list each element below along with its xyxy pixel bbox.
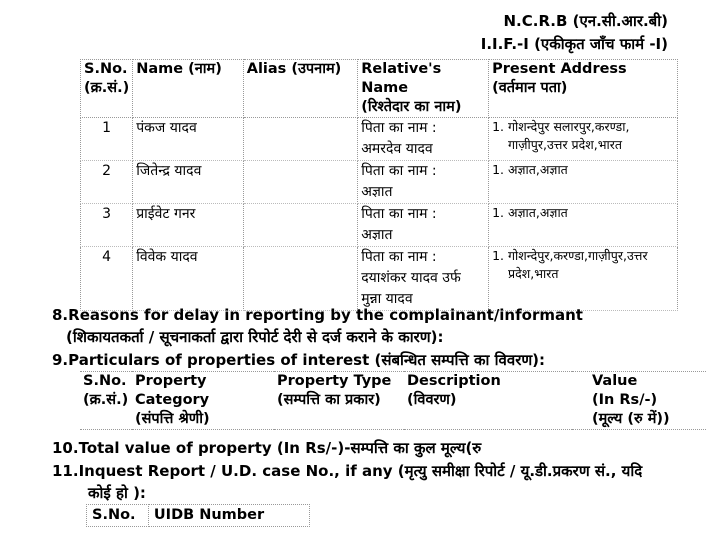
cell-relative: पिता का नाम : दयाशंकर यादव उर्फ मुन्ना यादव — [358, 247, 489, 311]
cell-alias — [243, 161, 358, 204]
cell-address: 1. गोशन्देपुर,करण्डा,गाज़ीपुर,उत्तर प्रदेश,भारत — [489, 247, 678, 311]
uidb-table — [86, 504, 310, 527]
section-10-number: 10. — [52, 439, 79, 457]
section-11-subtitle: कोई हो ): — [88, 484, 146, 502]
cell-relative: पिता का नाम : अज्ञात — [358, 161, 489, 204]
cell-sno: 2 — [81, 161, 133, 204]
section-8-number: 8. — [52, 306, 69, 324]
table-row — [81, 247, 678, 311]
accused-table-header — [81, 60, 678, 118]
cell-name: विवेक यादव — [133, 247, 244, 311]
section-9 — [52, 349, 545, 371]
cell-name: पंकज यादव — [133, 118, 244, 161]
cell-name: जितेन्द्र यादव — [133, 161, 244, 204]
cell-name: प्राईवेट गनर — [133, 204, 244, 247]
section-8-title: Reasons for delay in reporting by the complainant/informant — [68, 306, 583, 324]
cell-relative: पिता का नाम : अज्ञात — [358, 204, 489, 247]
header-alias: Alias (उपनाम) — [243, 60, 358, 118]
section-10-title: Total value of property (In Rs/-)-सम्पत्ति का कुल मूल्य(रु — [78, 439, 482, 457]
section-8-subtitle: (शिकायतकर्ता / सूचनाकर्ता द्वारा रिपोर्ट देरी से दर्ज कराने के कारण): — [66, 328, 444, 346]
section-11-number: 11. — [52, 462, 79, 480]
form-header-iif: I.I.F.-I (एकीकृत जाँच फार्म -I) — [480, 35, 668, 53]
property-header-category: Property Category (संपत्ति श्रेणी) — [132, 372, 274, 430]
cell-sno: 1 — [81, 118, 133, 161]
section-8 — [52, 304, 583, 348]
property-header-type: Property Type (सम्पत्ति का प्रकार) — [274, 372, 404, 430]
section-11-title: Inquest Report / U.D. case No., if any (मृत्यु समीक्षा रिपोर्ट / यू.डी.प्रकरण सं., यदि — [78, 462, 643, 480]
header-sno: S.No. (क्र.सं.) — [81, 60, 133, 118]
table-row — [81, 204, 678, 247]
section-9-number: 9. — [52, 351, 69, 369]
header-name: Name (नाम) — [133, 60, 244, 118]
property-header-description: Description (विवरण) — [404, 372, 572, 430]
header-address: Present Address (वर्तमान पता) — [489, 60, 678, 118]
cell-address: 1. अज्ञात,अज्ञात — [489, 204, 678, 247]
cell-sno: 3 — [81, 204, 133, 247]
cell-sno: 4 — [81, 247, 133, 311]
uidb-header-sno: S.No. — [87, 505, 149, 527]
section-11 — [52, 460, 642, 504]
cell-relative: पिता का नाम : अमरदेव यादव — [358, 118, 489, 161]
property-header-sno: S.No. (क्र.सं.) — [80, 372, 132, 430]
cell-alias — [243, 247, 358, 311]
property-table-header — [80, 372, 706, 430]
property-header-value: Value (In Rs/-) (मूल्य (रु में)) — [572, 372, 706, 430]
form-header-ncrb: N.C.R.B (एन.सी.आर.बी) — [503, 12, 668, 30]
cell-alias — [243, 118, 358, 161]
uidb-table-header — [87, 505, 310, 527]
cell-alias — [243, 204, 358, 247]
header-relative: Relative's Name (रिश्तेदार का नाम) — [358, 60, 489, 118]
cell-address: 1. अज्ञात,अज्ञात — [489, 161, 678, 204]
accused-table — [80, 59, 678, 311]
table-row — [81, 118, 678, 161]
cell-address: 1. गोशन्देपुर सलारपुर,करण्डा, गाज़ीपुर,उत्तर प्रदेश,भारत — [489, 118, 678, 161]
uidb-header-number: UIDB Number — [148, 505, 309, 527]
property-table — [80, 371, 706, 430]
section-10 — [52, 437, 481, 459]
table-row — [81, 161, 678, 204]
section-9-title: Particulars of properties of interest (संबन्धित सम्पत्ति का विवरण): — [68, 351, 546, 369]
